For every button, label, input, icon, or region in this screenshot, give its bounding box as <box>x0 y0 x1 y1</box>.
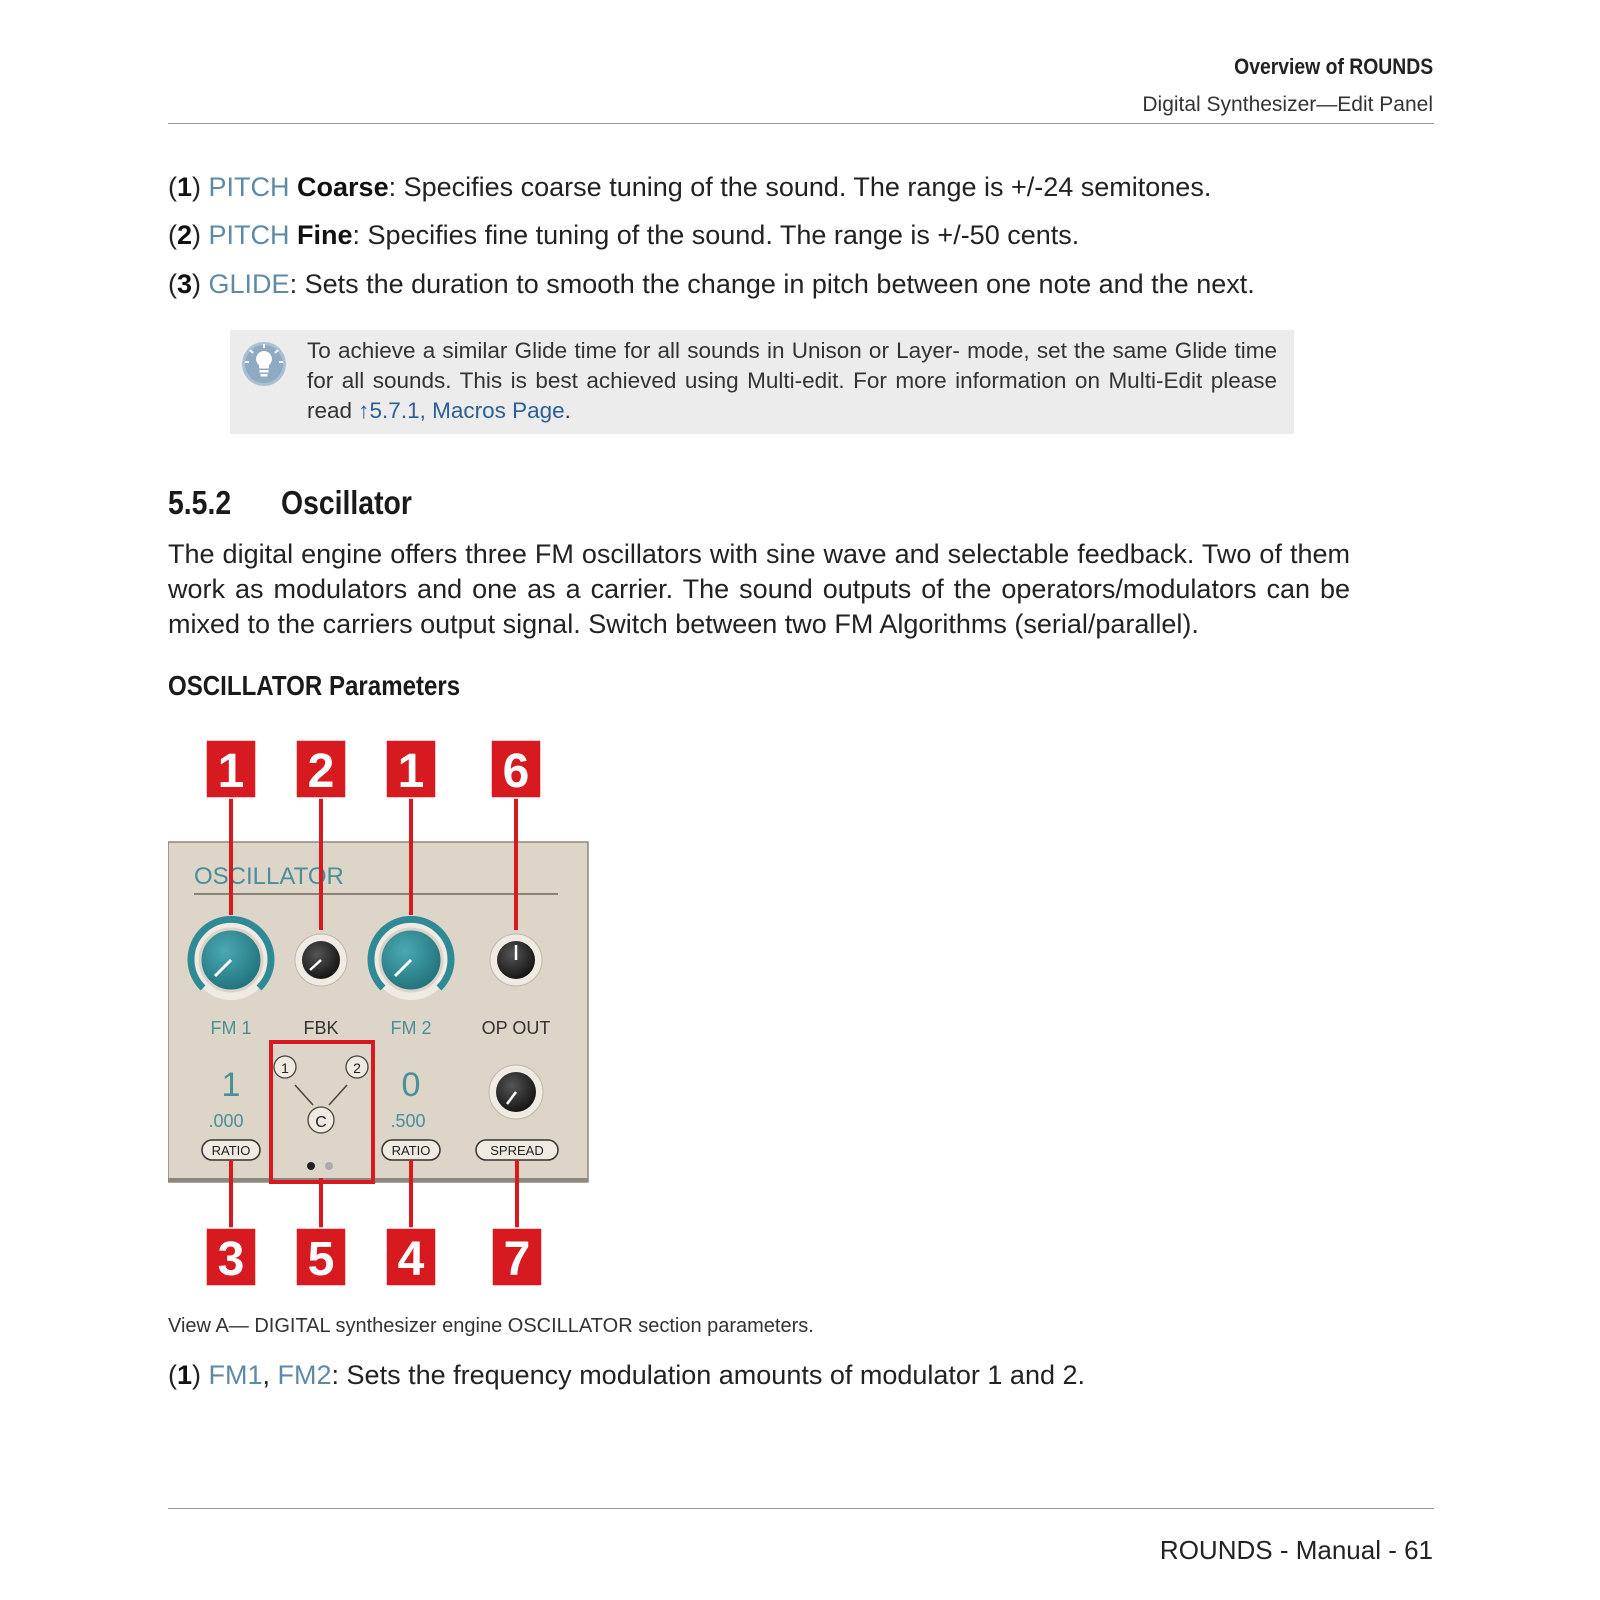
ratio2-button[interactable] <box>382 1140 440 1160</box>
algo-op2: 2 <box>353 1060 361 1076</box>
fbk-label: FBK <box>303 1018 339 1038</box>
section-title: Oscillator <box>281 484 412 521</box>
svg-text:3: 3 <box>217 1233 245 1286</box>
fbk-knob[interactable] <box>295 934 347 986</box>
oscillator-figure <box>168 740 592 1300</box>
param-item-glide: (3) GLIDE: Sets the duration to smooth the change in pitch between one note and the next. <box>168 269 1255 299</box>
callout-top-3 <box>386 740 436 798</box>
header-rule <box>168 123 1434 124</box>
algo-page-dot[interactable] <box>325 1162 333 1170</box>
param-item-fm1-fm2: (1) FM1, FM2: Sets the frequency modulation amounts of modulator 1 and 2. <box>168 1360 1086 1390</box>
fm1-knob[interactable] <box>191 919 271 1000</box>
ratio1-decimal[interactable]: .000 <box>208 1111 244 1131</box>
algo-op1: 1 <box>281 1060 289 1076</box>
param-ref-link[interactable]: GLIDE <box>208 269 290 299</box>
param-ref-fm2[interactable]: FM2 <box>277 1360 332 1390</box>
ratio2-integer[interactable]: 0 <box>401 1066 421 1104</box>
op-out-label: OP OUT <box>481 1018 551 1038</box>
figure-caption: View A— DIGITAL synthesizer engine OSCILLATOR section parameters. <box>168 1315 814 1337</box>
spread-button-label: SPREAD <box>490 1143 544 1158</box>
page-footer: ROUNDS - Manual - 61 <box>1159 1535 1433 1565</box>
tip-link-macros-page[interactable]: ↑5.7.1, Macros Page <box>358 398 565 423</box>
ratio1-button-label: RATIO <box>211 1143 251 1158</box>
spread-knob[interactable] <box>489 1065 543 1119</box>
param-ref-link[interactable]: PITCH <box>208 172 290 202</box>
tip-text-end: . <box>564 398 571 423</box>
svg-text:4: 4 <box>397 1233 425 1286</box>
param-ref-fm1[interactable]: FM1 <box>208 1360 263 1390</box>
param-description: : Specifies coarse tuning of the sound. The range is +/-24 semitones. <box>388 172 1212 202</box>
svg-text:6: 6 <box>502 745 530 798</box>
item-number: 1 <box>177 1360 193 1390</box>
svg-text:5: 5 <box>307 1233 335 1286</box>
subheading: OSCILLATOR Parameters <box>168 670 461 701</box>
svg-text:2: 2 <box>307 745 335 798</box>
tip-text <box>307 336 1277 426</box>
param-name: Coarse <box>289 172 389 202</box>
param-item-pitch-fine: (2) PITCH Fine: Specifies fine tuning of the sound. The range is +/-50 cents. <box>168 220 1080 250</box>
ref-separator: , <box>262 1360 278 1390</box>
ratio1-integer[interactable]: 1 <box>221 1066 241 1104</box>
callout-top-4 <box>491 740 541 798</box>
param-ref-link[interactable]: PITCH <box>208 220 290 250</box>
section-number: 5.5.2 <box>168 484 232 521</box>
item-number: 2 <box>177 220 193 250</box>
spread-button[interactable] <box>476 1140 558 1160</box>
section-body: The digital engine offers three FM oscillators with sine wave and selectable feedback. Two of them work as modulators and one as a carrier. The sound outputs of the operators/modulators can be mixed to the carriers output signal. Switch between two FM Algorithms (serial/parallel). <box>168 539 1350 639</box>
header-section-title: Overview of ROUNDS <box>1233 54 1433 79</box>
param-description: : Sets the frequency modulation amounts of modulator 1 and 2. <box>331 1360 1086 1390</box>
ratio2-button-label: RATIO <box>391 1143 431 1158</box>
item-number: 1 <box>177 172 193 202</box>
param-item-pitch-coarse: (1) PITCH Coarse: Specifies coarse tuning of the sound. The range is +/-24 semitones. <box>168 172 1212 202</box>
algo-carrier: C <box>315 1114 327 1131</box>
item-number: 3 <box>177 269 193 299</box>
ratio2-decimal[interactable]: .500 <box>390 1111 426 1131</box>
lightbulb-icon <box>240 340 288 388</box>
param-name: Fine <box>289 220 353 250</box>
footer-rule <box>168 1508 1434 1509</box>
callout-bottom-2 <box>296 1228 346 1286</box>
panel-title: OSCILLATOR <box>194 863 344 890</box>
callout-bottom-1 <box>206 1228 256 1286</box>
op-out-knob[interactable] <box>490 934 542 986</box>
algo-page-dot-active[interactable] <box>307 1162 315 1170</box>
callout-bottom-4 <box>492 1228 542 1286</box>
ratio1-button[interactable] <box>202 1140 260 1160</box>
svg-text:7: 7 <box>503 1233 531 1286</box>
svg-text:1: 1 <box>397 745 425 798</box>
fm2-knob[interactable] <box>371 919 451 1000</box>
callout-top-1 <box>206 740 256 798</box>
callout-top-2 <box>296 740 346 798</box>
tip-text-body: To achieve a similar Glide time for all sounds in Unison or Layer- mode, set the same Glide time for all sounds. This is best achieved using Multi-edit. For more information on Multi-Edit please read <box>307 338 1277 423</box>
fm2-label: FM 2 <box>390 1018 432 1038</box>
section-heading <box>168 484 412 522</box>
param-description: : Sets the duration to smooth the change in pitch between one note and the next. <box>289 269 1255 299</box>
header-subsection-title: Digital Synthesizer—Edit Panel <box>1142 93 1433 116</box>
svg-text:1: 1 <box>217 745 245 798</box>
callout-bottom-3 <box>386 1228 436 1286</box>
param-description: : Specifies fine tuning of the sound. The range is +/-50 cents. <box>352 220 1080 250</box>
fm1-label: FM 1 <box>210 1018 252 1038</box>
